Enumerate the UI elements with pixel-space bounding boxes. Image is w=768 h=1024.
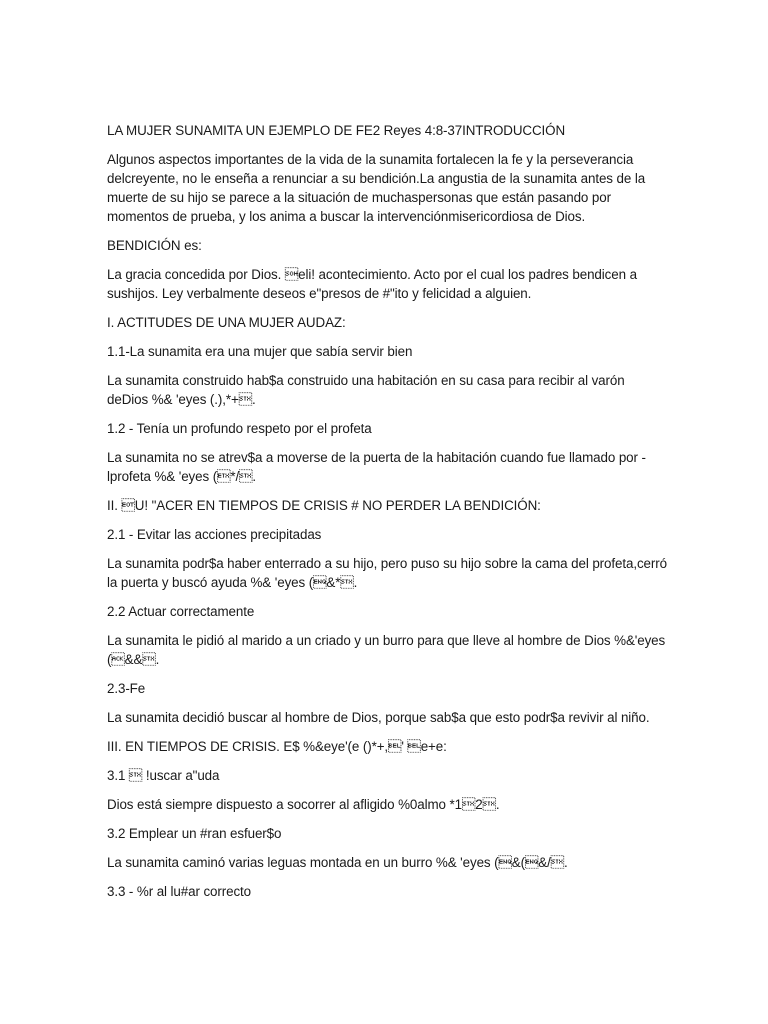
- subsection-heading: 2.1 - Evitar las acciones precipitadas: [107, 527, 322, 542]
- section-heading: BENDICIÓN es:: [107, 238, 202, 253]
- body-paragraph: La sunamita no se atrev$a a moverse de la puerta de la habitación cuando fue llamado por -lprofeta %& 'eyes (*/.: [107, 450, 646, 484]
- subsection-heading: 2.2 Actuar correctamente: [107, 604, 255, 619]
- subsection-heading: 1.2 - Tenía un profundo respeto por el profeta: [107, 421, 372, 436]
- body-paragraph: La sunamita caminó varias leguas montada en un burro %& 'eyes (&(&/.: [107, 855, 568, 870]
- body-paragraph: La sunamita decidió buscar al hombre de Dios, porque sab$a que esto podr$a revivir al niño.: [107, 710, 650, 725]
- body-paragraph: La gracia concedida por Dios. eli! acontecimiento. Acto por el cual los padres bendicen a sushijos. Ley verbalmente deseos e"presos de #"ito y felicidad a alguien.: [107, 267, 637, 301]
- section-heading: III. EN TIEMPOS DE CRISIS. E$ %&eye'(e ()*+,' e+e:: [107, 739, 447, 754]
- body-paragraph: Dios está siempre dispuesto a socorrer al afligido %0almo *12.: [107, 797, 500, 812]
- subsection-heading: 1.1-La sunamita era una mujer que sabía servir bien: [107, 344, 413, 359]
- intro-paragraph: Algunos aspectos importantes de la vida de la sunamita fortalecen la fe y la perseverancia delcreyente, no le enseña a renunciar a su bendición.La angustia de la sunamita antes de la muerte de su hijo se parece a la situación de muchaspersonas que están pasando por momentos de prueba, y los anima a buscar la intervenciónmisericordiosa de Dios.: [107, 152, 646, 224]
- document-body: [107, 121, 667, 911]
- subsection-heading: 3.1  !uscar a"uda: [107, 768, 220, 783]
- subsection-heading: 3.3 - %r al lu#ar correcto: [107, 884, 252, 899]
- body-paragraph: La sunamita construido hab$a construido una habitación en su casa para recibir al varón deDios %& 'eyes (.),*+.: [107, 373, 625, 407]
- section-heading: II. U! "ACER EN TIEMPOS DE CRISIS # NO PERDER LA BENDICIÓN:: [107, 498, 541, 513]
- document-title: LA MUJER SUNAMITA UN EJEMPLO DE FE2 Reyes 4:8-37INTRODUCCIÓN: [107, 123, 566, 138]
- subsection-heading: 3.2 Emplear un #ran esfuer$o: [107, 826, 282, 841]
- subsection-heading: 2.3-Fe: [107, 681, 146, 696]
- body-paragraph: La sunamita podr$a haber enterrado a su hijo, pero puso su hijo sobre la cama del profeta,cerró la puerta y buscó ayuda %& 'eyes (&*.: [107, 556, 667, 590]
- section-heading: I. ACTITUDES DE UNA MUJER AUDAZ:: [107, 315, 346, 330]
- body-paragraph: La sunamita le pidió al marido a un criado y un burro para que lleve al hombre de Dios %&'eyes (&&.: [107, 633, 666, 667]
